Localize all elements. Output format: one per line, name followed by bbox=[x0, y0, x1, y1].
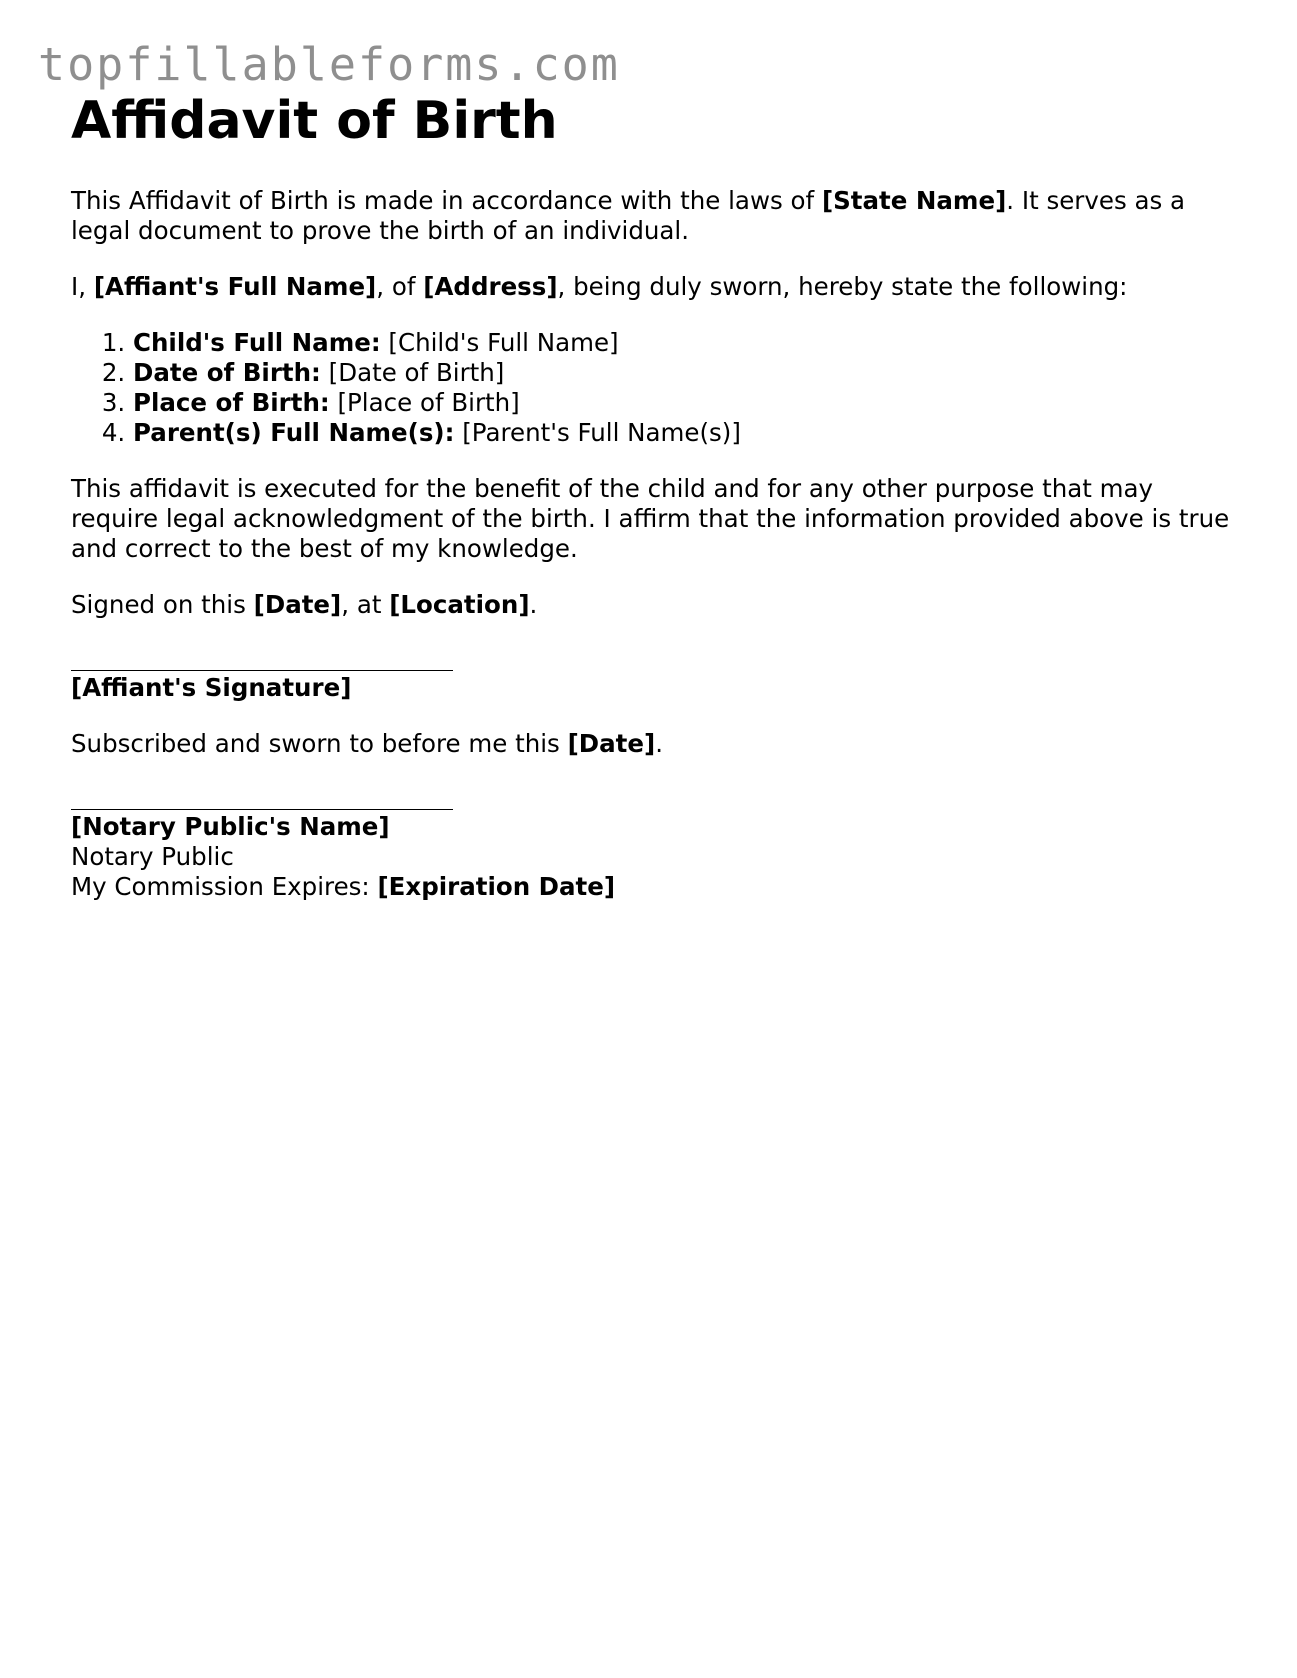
signed-suffix: . bbox=[529, 590, 538, 619]
affidavit-document bbox=[71, 92, 1241, 902]
list-item-value: [Parent's Full Name(s)] bbox=[454, 418, 741, 447]
list-item-label: Parent(s) Full Name(s): bbox=[133, 418, 455, 447]
affiant-signature-label: [Affiant's Signature] bbox=[71, 673, 352, 702]
list-item bbox=[133, 418, 1241, 448]
oath-prefix: I, bbox=[71, 272, 94, 301]
commission-prefix: My Commission Expires: bbox=[71, 872, 378, 901]
affiant-name-field: [Affiant's Full Name] bbox=[93, 272, 377, 301]
signed-location-field: [Location] bbox=[389, 590, 530, 619]
subscribed-suffix: . bbox=[655, 729, 663, 758]
list-item bbox=[133, 358, 1241, 388]
affiant-signature-line bbox=[71, 670, 453, 671]
list-item-value: [Place of Birth] bbox=[329, 388, 520, 417]
signed-paragraph bbox=[71, 590, 1241, 620]
list-item-label: Place of Birth: bbox=[133, 388, 330, 417]
subscribed-paragraph bbox=[71, 729, 1241, 759]
document-title: Affidavit of Birth bbox=[71, 91, 558, 151]
notary-name-field: [Notary Public's Name] bbox=[71, 812, 390, 841]
oath-suffix: , being duly sworn, hereby state the following: bbox=[557, 272, 1128, 301]
commission-date-field: [Expiration Date] bbox=[377, 872, 616, 901]
signed-mid: , at bbox=[341, 590, 390, 619]
intro-paragraph bbox=[71, 186, 1241, 246]
oath-mid: , of bbox=[376, 272, 424, 301]
subscribed-date-field: [Date] bbox=[567, 729, 656, 758]
list-item-label: Child's Full Name: bbox=[133, 328, 381, 357]
list-item-value: [Child's Full Name] bbox=[380, 328, 619, 357]
notary-title: Notary Public bbox=[71, 842, 234, 871]
list-item-label: Date of Birth: bbox=[133, 358, 321, 387]
notary-signature-line bbox=[71, 809, 453, 810]
list-item bbox=[133, 328, 1241, 358]
signed-prefix: Signed on this bbox=[71, 590, 254, 619]
oath-paragraph bbox=[71, 272, 1241, 302]
intro-text-1: This Affidavit of Birth is made in accordance with the laws of bbox=[71, 186, 822, 215]
watermark-logo: topfillableforms.com bbox=[38, 38, 620, 91]
state-name-field: [State Name] bbox=[821, 186, 1007, 215]
list-item-value: [Date of Birth] bbox=[320, 358, 505, 387]
signed-date-field: [Date] bbox=[253, 590, 342, 619]
facts-list bbox=[71, 328, 1241, 448]
address-field: [Address] bbox=[423, 272, 558, 301]
purpose-paragraph: This affidavit is executed for the benefit of the child and for any other purpose that may require legal acknowledgment of the birth. I affirm that the information provided above is true and correct to the best of my knowledge. bbox=[71, 474, 1230, 563]
intro-text-2: . It serves as a legal document to prove the birth of an individual. bbox=[71, 186, 1186, 245]
commission-line bbox=[71, 872, 1241, 902]
list-item bbox=[133, 388, 1241, 418]
subscribed-prefix: Subscribed and sworn to before me this bbox=[71, 729, 568, 758]
notary-block bbox=[71, 812, 1241, 902]
